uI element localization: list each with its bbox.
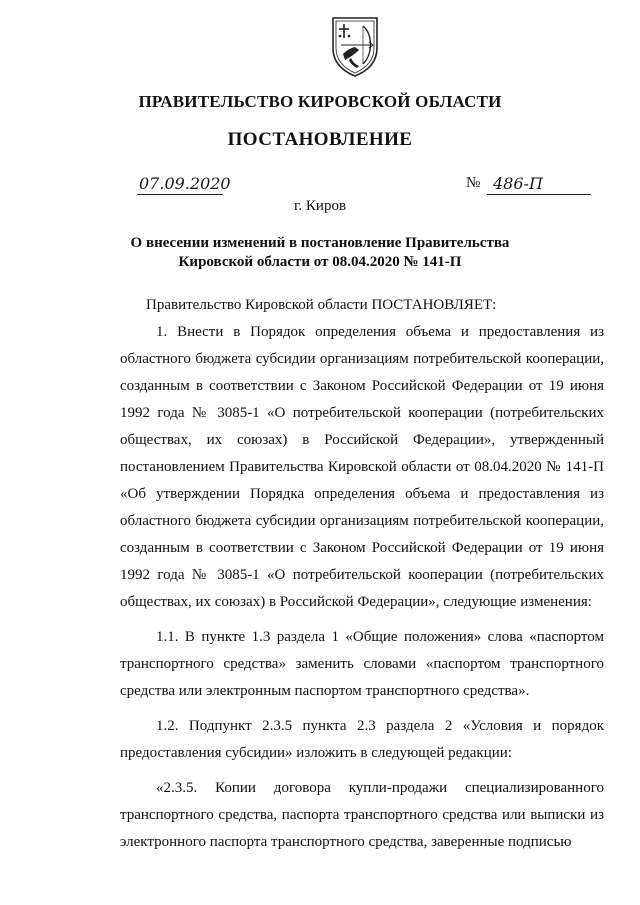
- number-label: №: [466, 175, 481, 191]
- handwritten-date: 07.09.2020: [139, 174, 231, 193]
- title-line-2: Кировской области от 08.04.2020 № 141-П: [178, 254, 462, 270]
- document-type: ПОСТАНОВЛЕНИЕ: [227, 129, 413, 150]
- city: г. Киров: [293, 198, 347, 214]
- number-field: [487, 170, 591, 195]
- organization-title: ПРАВИТЕЛЬСТВО КИРОВСКОЙ ОБЛАСТИ: [138, 92, 502, 111]
- handwritten-number: 486-П: [493, 174, 543, 193]
- paragraph-2-3-5: «2.3.5. Копии договора купли-продажи специализированного транспортного средства, паспорта транспортного средства или выписки из электронного паспорта транспортного средства, заверенные подписью: [120, 780, 604, 850]
- date-field: [137, 170, 231, 195]
- paragraph-1-1: 1.1. В пункте 1.3 раздела 1 «Общие положения» слова «паспортом транспортного средства» заменить словами «паспортом транспортного средства или электронным паспортом транспортного средства».: [120, 629, 604, 699]
- resolution-intro: Правительство Кировской области ПОСТАНОВЛЯЕТ:: [146, 297, 497, 313]
- title-line-1: О внесении изменений в постановление Правительства: [130, 235, 510, 251]
- document-title: [0, 234, 640, 272]
- paragraph-1: 1. Внести в Порядок определения объема и предоставления из областного бюджета субсидии организациям потребительской кооперации, созданным в соответствии с Законом Российской Федерации от 19 июня 1992 года № 3085-1 «О потребительской кооперации (потребительских обществах, их союзах) в Российской Федерации», утвержденный постановлением Правительства Кировской области от 08.04.2020 № 141-П «Об утверждении Порядка определения объема и предоставления из областного бюджета субсидии организациям потребительской кооперации, созданным в соответствии с Законом Российской Федерации от 19 июня 1992 года № 3085-1 «О потребительской кооперации (потребительских обществах, их союзах) в Российской Федерации», следующие изменения:: [120, 324, 604, 610]
- paragraph-1-2: 1.2. Подпункт 2.3.5 пункта 2.3 раздела 2 «Условия и порядок предоставления субсидии» изложить в следующей редакции:: [120, 718, 604, 761]
- coat-of-arms-emblem: [329, 14, 381, 78]
- document-body: [120, 292, 604, 856]
